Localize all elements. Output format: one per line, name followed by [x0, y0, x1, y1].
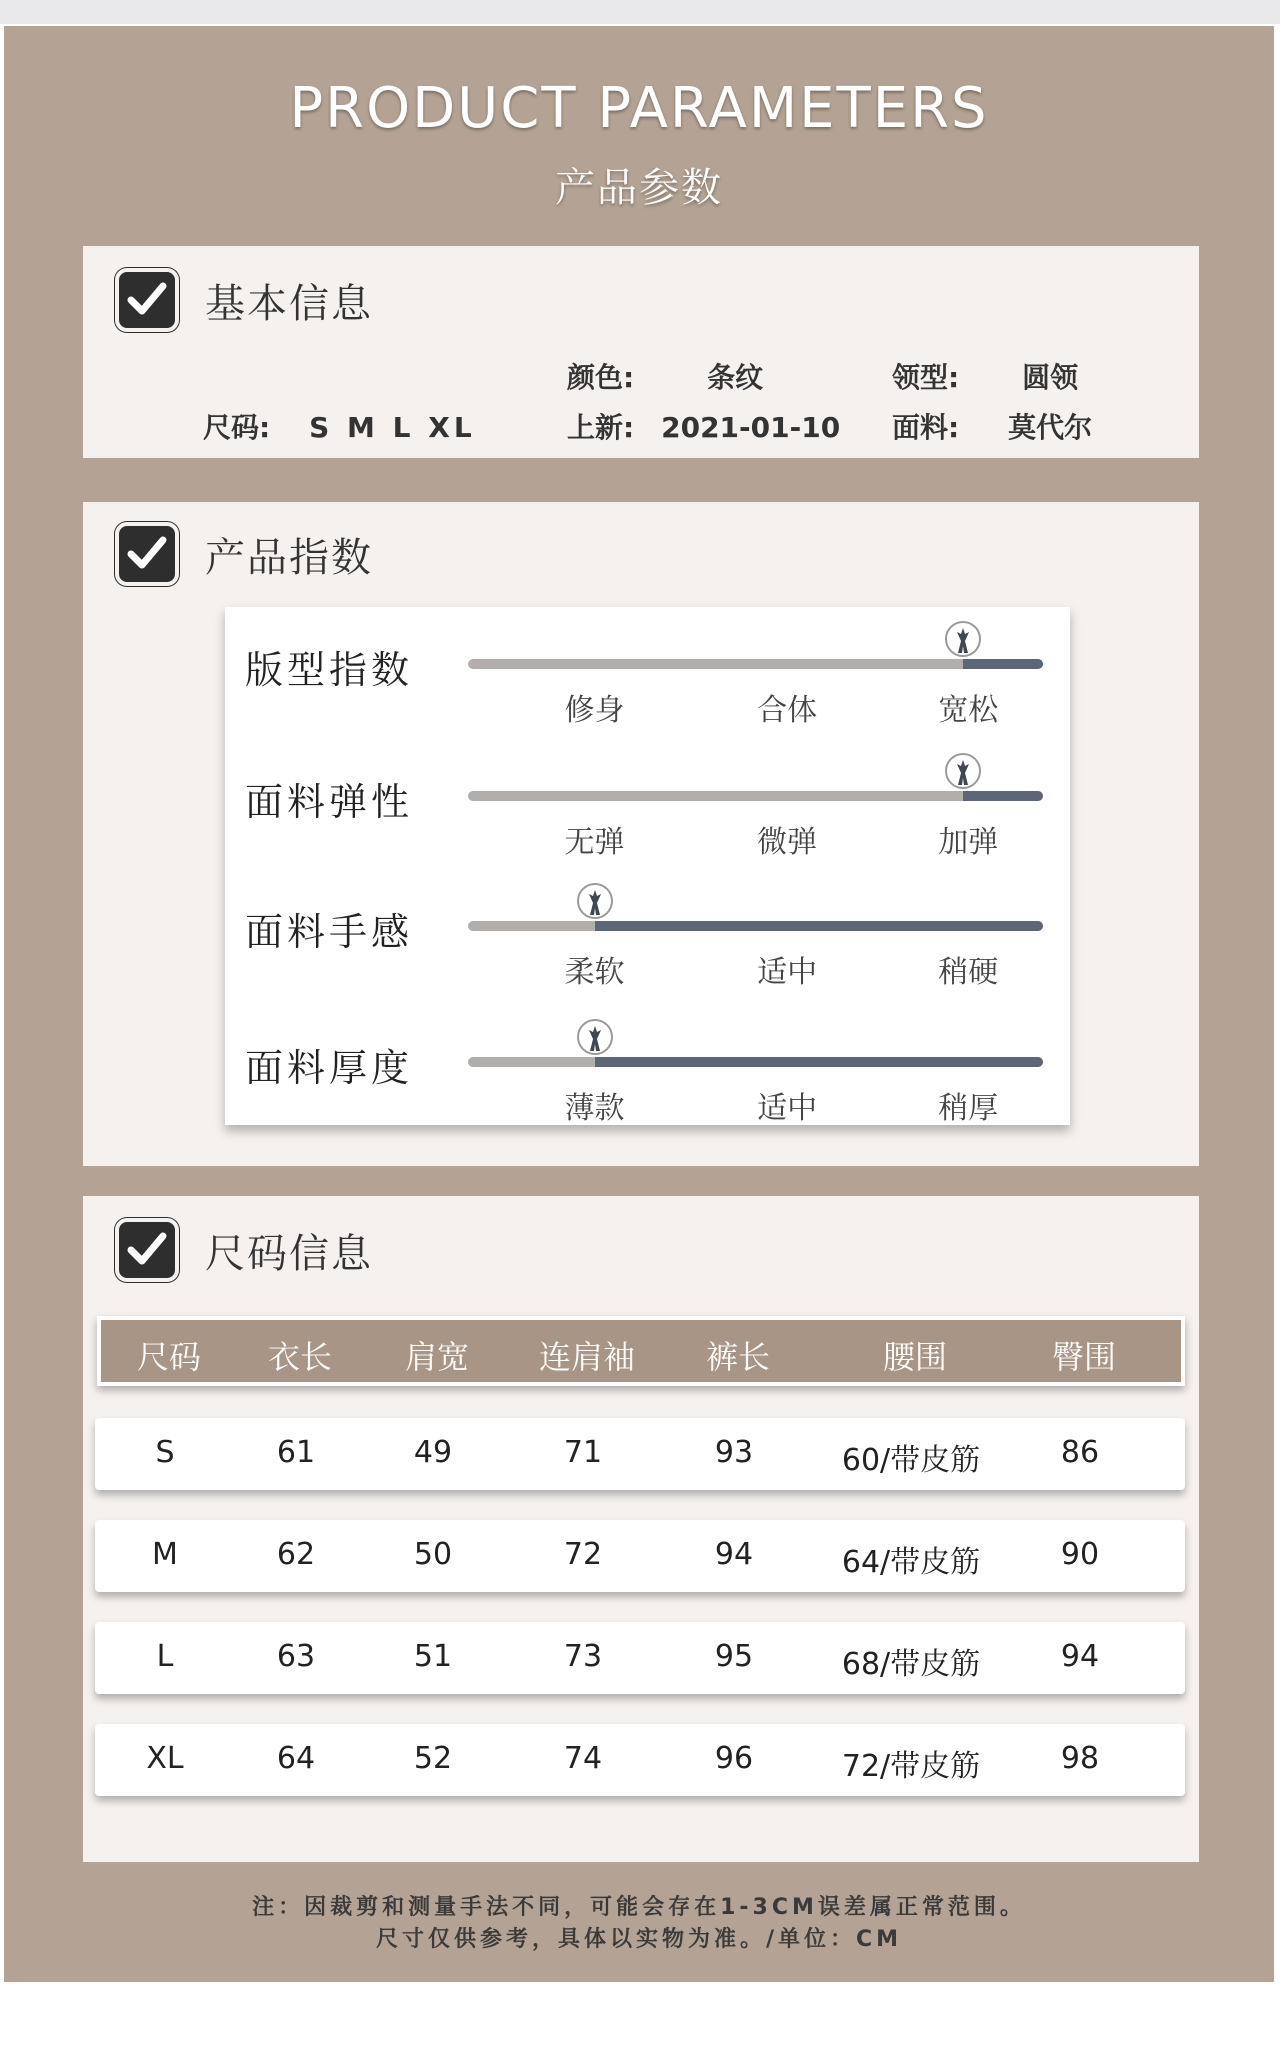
size-info-header	[115, 1218, 373, 1282]
page-title-cn: 产品参数	[555, 165, 723, 211]
footer-note-1: 注：因裁剪和测量手法不同，可能会存在1-3CM误差属正常范围。	[252, 1895, 1026, 1920]
deer-marker-icon	[943, 751, 983, 795]
table-header-cell: 衣长	[267, 1338, 332, 1376]
check-icon	[115, 522, 179, 586]
table-cell: XL	[146, 1741, 184, 1776]
index-tick-label: 宽松	[938, 693, 999, 728]
index-label: 面料手感	[245, 910, 414, 954]
collar-info	[892, 356, 1078, 396]
table-header-cell: 肩宽	[404, 1338, 469, 1376]
product-parameters-page	[4, 26, 1274, 1982]
index-row	[225, 759, 1070, 889]
table-cell: 60/带皮筋	[841, 1443, 981, 1478]
table-row	[95, 1520, 1185, 1592]
table-cell: 51	[413, 1639, 453, 1674]
table-cell: 52	[413, 1741, 453, 1776]
footer-note-2: 尺寸仅供参考，具体以实物为准。/单位：CM	[375, 1927, 903, 1952]
table-row	[95, 1418, 1185, 1490]
table-cell: L	[156, 1639, 174, 1674]
size-table-header	[97, 1316, 1185, 1386]
table-cell: 86	[1060, 1435, 1100, 1470]
collar-key: 领型:	[892, 361, 960, 394]
date-value: 2021-01-10	[661, 411, 841, 444]
table-cell: 94	[1060, 1639, 1100, 1674]
top-bar	[0, 0, 1280, 24]
basic-info-title: 基本信息	[205, 280, 373, 327]
index-tick-label: 修身	[564, 693, 625, 728]
basic-info-card	[83, 246, 1199, 458]
index-tick-label: 适中	[757, 955, 818, 990]
table-cell: 63	[276, 1639, 316, 1674]
index-tick-label: 合体	[757, 693, 818, 728]
table-cell: 74	[563, 1741, 603, 1776]
table-header-cell: 连肩袖	[538, 1338, 635, 1376]
index-fill	[595, 921, 1043, 931]
color-info	[567, 356, 763, 396]
index-track	[468, 921, 1043, 931]
index-row	[225, 1025, 1070, 1155]
index-tick-label: 柔软	[564, 955, 625, 990]
page-title-en: PRODUCT PARAMETERS	[289, 76, 989, 141]
table-header-cell: 尺码	[136, 1338, 201, 1376]
index-label: 面料弹性	[245, 780, 414, 824]
table-cell: 90	[1060, 1537, 1100, 1572]
index-tick-label: 加弹	[938, 825, 999, 860]
index-tick-label: 适中	[757, 1091, 818, 1126]
index-tick-label: 薄款	[564, 1091, 625, 1126]
table-cell: 96	[714, 1741, 754, 1776]
index-row	[225, 889, 1070, 1019]
table-cell: 73	[563, 1639, 603, 1674]
check-icon	[115, 268, 179, 332]
table-cell: 95	[714, 1639, 754, 1674]
table-cell: 62	[276, 1537, 316, 1572]
color-value: 条纹	[707, 361, 764, 394]
product-index-card	[83, 502, 1199, 1166]
index-label: 面料厚度	[245, 1046, 414, 1090]
fabric-key: 面料:	[892, 411, 960, 444]
fabric-info	[892, 406, 1092, 446]
deer-marker-icon	[943, 619, 983, 663]
size-value: S M L XL	[309, 411, 476, 444]
table-header-cell: 腰围	[882, 1338, 947, 1376]
fabric-value: 莫代尔	[1008, 411, 1093, 444]
table-header-cell: 裤长	[705, 1338, 770, 1376]
product-index-header	[115, 522, 373, 586]
index-tick-label: 无弹	[564, 825, 625, 860]
table-cell: 72/带皮筋	[841, 1749, 981, 1784]
index-track	[468, 1057, 1043, 1067]
index-panel	[225, 607, 1070, 1125]
index-tick-label: 微弹	[757, 825, 818, 860]
table-cell: 64/带皮筋	[841, 1545, 981, 1580]
check-icon	[115, 1218, 179, 1282]
size-info-title: 尺码信息	[205, 1230, 373, 1277]
date-info	[567, 406, 840, 446]
table-cell: S	[155, 1435, 175, 1470]
table-cell: 71	[563, 1435, 603, 1470]
table-header-cell: 臀围	[1051, 1338, 1116, 1376]
table-row	[95, 1622, 1185, 1694]
table-row	[95, 1724, 1185, 1796]
table-cell: 61	[276, 1435, 316, 1470]
table-cell: 98	[1060, 1741, 1100, 1776]
product-index-title: 产品指数	[205, 534, 373, 581]
table-cell: 50	[413, 1537, 453, 1572]
index-tick-label: 稍硬	[938, 955, 999, 990]
color-key: 颜色:	[567, 361, 635, 394]
table-cell: M	[152, 1537, 178, 1572]
index-label: 版型指数	[245, 648, 414, 692]
date-key: 上新:	[567, 411, 635, 444]
size-info-card	[83, 1196, 1199, 1862]
basic-info-header	[115, 268, 373, 332]
table-cell: 93	[714, 1435, 754, 1470]
size-info	[203, 406, 476, 446]
table-cell: 64	[276, 1741, 316, 1776]
table-cell: 49	[413, 1435, 453, 1470]
table-cell: 72	[563, 1537, 603, 1572]
size-key: 尺码:	[203, 411, 271, 444]
table-cell: 68/带皮筋	[841, 1647, 981, 1682]
table-cell: 94	[714, 1537, 754, 1572]
deer-marker-icon	[575, 881, 615, 925]
index-row	[225, 627, 1070, 757]
collar-value: 圆领	[1022, 361, 1079, 394]
index-tick-label: 稍厚	[938, 1091, 999, 1126]
index-fill	[595, 1057, 1043, 1067]
deer-marker-icon	[575, 1017, 615, 1061]
